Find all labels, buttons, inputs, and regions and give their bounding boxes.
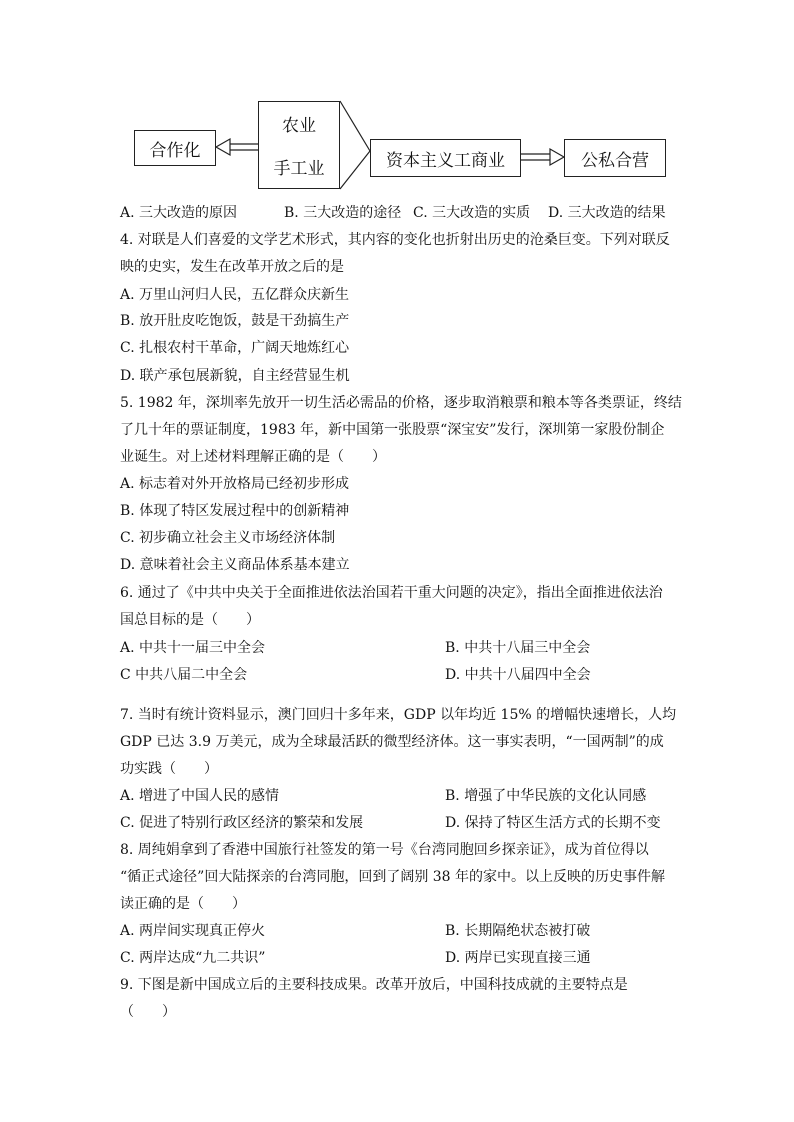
box-zibenzhuyi-label: 资本主义工商业 <box>386 150 505 171</box>
transformation-diagram <box>0 0 794 205</box>
q7-stem-line1: 7. 当时有统计资料显示，澳门回归十多年来，GDP 以年均近 15% 的增幅快速增长，人均 <box>120 707 677 723</box>
q3-option-b: B. 三大改造的途径 <box>284 205 402 221</box>
q8-option-c: C. 两岸达成“九二共识” <box>120 950 266 966</box>
q7-option-a: A. 增进了中国人民的感情 <box>120 788 280 804</box>
q8-stem-line2: “循正式途径”回大陆探亲的台湾同胞，回到了阔别 38 年的家中。以上反映的历史事件解 <box>120 869 666 885</box>
q5-stem-line2: 了几十年的票证制度，1983 年，新中国第一张股票“深宝安”发行，深圳第一家股份制企 <box>120 422 665 438</box>
q8-option-b: B. 长期隔绝状态被打破 <box>445 923 591 939</box>
box-shougongye-label: 手工业 <box>273 159 325 179</box>
connector-funnel <box>340 101 370 189</box>
q6-option-a: A. 中共十一届三中全会 <box>120 640 266 656</box>
q6-option-c: C 中共八届二中全会 <box>120 667 248 683</box>
box-agriculture-handicraft <box>258 101 340 189</box>
q5-option-c: C. 初步确立社会主义市场经济体制 <box>120 530 336 546</box>
q8-stem-line3: 读正确的是（ ） <box>120 896 246 912</box>
box-public-private <box>564 139 666 177</box>
box-hezuohua <box>134 130 216 166</box>
arrow-right-icon <box>521 149 564 165</box>
q7-option-b: B. 增强了中华民族的文化认同感 <box>445 788 647 804</box>
q8-option-d: D. 两岸已实现直接三通 <box>445 950 591 966</box>
q3-option-d: D. 三大改造的结果 <box>548 205 666 221</box>
q6-stem-line2: 国总目标的是（ ） <box>120 612 260 628</box>
q4-option-a: A. 万里山河归人民，五亿群众庆新生 <box>120 287 350 303</box>
q5-stem-line3: 业诞生。对上述材料理解正确的是（ ） <box>120 449 386 465</box>
q6-stem-line1: 6. 通过了《中共中央关于全面推进依法治国若干重大问题的决定》，指出全面推进依法治 <box>120 585 663 601</box>
box-hezuohua-label: 合作化 <box>149 140 201 161</box>
q5-option-d: D. 意味着社会主义商品体系基本建立 <box>120 557 350 573</box>
q6-option-b: B. 中共十八届三中全会 <box>445 640 591 656</box>
q9-stem-line2: （ ） <box>120 1004 176 1020</box>
box-nongye-label: 农业 <box>282 116 316 136</box>
box-capitalist-industry <box>370 139 521 177</box>
q7-stem-line2: GDP 已达 3.9 万美元，成为全球最活跃的微型经济体。这一事实表明，“一国两制”的成 <box>120 734 664 750</box>
q7-stem-line3: 功实践（ ） <box>120 761 218 777</box>
q5-option-a: A. 标志着对外开放格局已经初步形成 <box>120 476 350 492</box>
q3-option-c: C. 三大改造的实质 <box>413 205 531 221</box>
q9-stem-line1: 9. 下图是新中国成立后的主要科技成果。改革开放后，中国科技成就的主要特点是 <box>120 977 628 993</box>
q5-stem-line1: 5. 1982 年，深圳率先放开一切生活必需品的价格，逐步取消粮票和粮本等各类票证，终结 <box>120 395 682 411</box>
q4-stem-line2: 映的史实，发生在改革开放之后的是 <box>120 259 344 275</box>
q3-option-a: A. 三大改造的原因 <box>120 205 238 221</box>
q8-stem-line1: 8. 周纯娟拿到了香港中国旅行社签发的第一号《台湾同胞回乡探亲证》，成为首位得以 <box>120 842 649 858</box>
q7-option-d: D. 保持了特区生活方式的长期不变 <box>445 815 661 831</box>
q7-option-c: C. 促进了特别行政区经济的繁荣和发展 <box>120 815 364 831</box>
q6-option-d: D. 中共十八届四中全会 <box>445 667 591 683</box>
q4-stem-line1: 4. 对联是人们喜爱的文学艺术形式，其内容的变化也折射出历史的沧桑巨变。下列对联反 <box>120 232 670 248</box>
q8-option-a: A. 两岸间实现真正停火 <box>120 923 266 939</box>
arrow-left-icon <box>216 139 258 155</box>
q5-option-b: B. 体现了特区发展过程中的创新精神 <box>120 503 350 519</box>
q4-option-d: D. 联产承包展新貌，自主经营显生机 <box>120 368 350 384</box>
box-gongsiheying-label: 公私合营 <box>581 150 649 171</box>
q4-option-b: B. 放开肚皮吃饱饭，鼓是干劲搞生产 <box>120 313 350 329</box>
q4-option-c: C. 扎根农村干革命，广阔天地炼红心 <box>120 340 350 356</box>
